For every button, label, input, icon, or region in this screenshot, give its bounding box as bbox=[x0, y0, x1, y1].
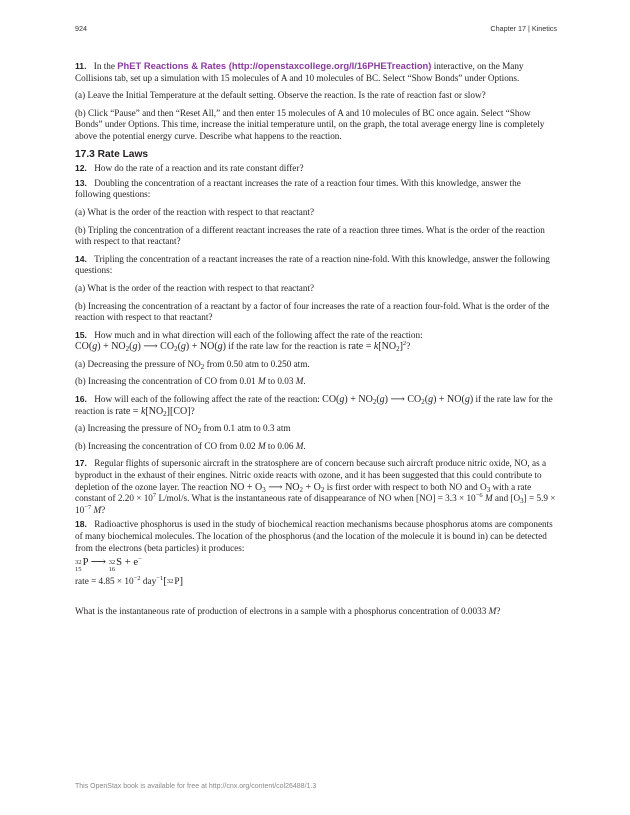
chapter-header: Chapter 17 | Kinetics bbox=[490, 24, 557, 33]
question-13: 13. Doubling the concentration of a reactant increases the rate of a reaction four times. With this knowledge, answer the following questions: bbox=[75, 177, 521, 200]
decay-rate: rate = $4.85 \times 10^{-2}$ day$^{-1}$[32 P] bbox=[75, 575, 183, 588]
question-16b: (b) Increasing the concentration of CO from 0.02 M to 0.06 M. bbox=[75, 440, 306, 451]
question-15: 15. How much and in what direction will each of the following affect the rate of the reaction: $CO(g) + NO_2(g)$ ⟶ $CO_2(g) + NO(g)$ if the rate law for the reaction is rate = $k[NO_2]^2$? bbox=[75, 329, 423, 354]
question-11b: (b) Click “Pause” and then “Reset All,” and then enter 15 molecules of A and 10 molecules of BC once again. Select “Show Bonds” under Options. This time, increase the initial temperature until, on the graph, the total average energy line is completely above the potential energy curve. Describe what happens to the reaction. bbox=[75, 107, 545, 141]
question-18: 18. Radioactive phosphorus is used in the study of biochemical reaction mechanisms because phosphorus atoms are components of many biochemical molecules. The location of the phosphorus (and the location of the molecule it is bound in) can be detected from the electrons (beta particles) it produces: bbox=[75, 519, 553, 553]
footer: This OpenStax book is available for free at http://cnx.org/content/col26488/1.3 bbox=[75, 783, 317, 790]
reaction-equation: $CO(g) + NO_2(g)$ ⟶ $CO_2(g) + NO(g)$ bbox=[75, 341, 226, 354]
question-16: 16. How will each of the following affect the rate of the reaction: $CO(g) + NO_2(g)$ ⟶ $CO_2(g) + NO(g)$ if the rate law for the reaction is rate = $k[NO_2][CO]$? bbox=[75, 394, 553, 418]
reaction-equation: NO + $O_3$ ⟶ $NO_2 + O_2$ bbox=[229, 481, 325, 494]
question-11: 11. In the PhET Reactions & Rates (http://openstaxcollege.org/l/16PHETreaction) interactive, on the Many Collisions tab, set up a simulation with 15 molecules of A and 10 molecules of BC. Select “Show Bonds” under Options. bbox=[75, 60, 524, 83]
question-14a: (a) What is the order of the reaction with respect to that reactant? bbox=[75, 282, 315, 293]
question-15b: (b) Increasing the concentration of CO from 0.01 M to 0.03 M. bbox=[75, 376, 306, 387]
question-12: 12. How do the rate of a reaction and its rate constant differ? bbox=[75, 163, 304, 174]
question-16a: (a) Increasing the pressure of $NO_2$ from 0.1 atm to 0.3 atm bbox=[75, 423, 291, 436]
question-18-prompt: What is the instantaneous rate of production of electrons in a sample with a phosphorus concentration of 0.0033 M? bbox=[75, 606, 501, 617]
question-11a: (a) Leave the Initial Temperature at the default setting. Observe the reaction. Is the rate of reaction fast or slow? bbox=[75, 90, 486, 101]
question-15a: (a) Decreasing the pressure of $NO_2$ from 0.50 atm to 0.250 atm. bbox=[75, 358, 310, 371]
rate-law: rate = $k[NO_2]^2$ bbox=[348, 340, 407, 354]
question-number: 11. bbox=[75, 61, 87, 71]
rate-law: rate = $k[NO_2][CO]$ bbox=[115, 405, 191, 418]
question-17: 17. Regular flights of supersonic aircraft in the stratosphere are of concern because such aircraft produce nitric oxide, NO, as a byproduct in the exhaust of their engines. Nitric oxide reacts with ozone, and it has been suggested that this could contribute to depletion of the ozone layer. The reaction NO + $O_3$ ⟶ $NO_2 + O_2$ is first order with respect to both NO and $O_3$ with a rate constant of $2.20 \times 10^7$ L/mol/s. What is the instantaneous rate of disappearance of NO when $[NO] = 3.3 \times 10^{-6}$ M and $[O_3] = 5.9 \times 10^{-7}$ M? bbox=[75, 458, 556, 515]
page-content bbox=[75, 60, 557, 624]
page-number: 924 bbox=[75, 24, 87, 33]
section-title: 17.3 Rate Laws bbox=[75, 148, 149, 160]
question-13a: (a) What is the order of the reaction with respect to that reactant? bbox=[75, 206, 315, 217]
phet-link[interactable]: PhET Reactions & Rates (http://openstaxcollege.org/l/16PHETreaction) bbox=[117, 60, 432, 71]
question-13b: (b) Tripling the concentration of a different reactant increases the rate of a reaction three times. What is the order of the reaction with respect to that reactant? bbox=[75, 224, 545, 247]
question-14: 14. Tripling the concentration of a reactant increases the rate of a reaction nine-fold. With this knowledge, answer the following questions: bbox=[75, 253, 550, 276]
question-14b: (b) Increasing the concentration of a reactant by a factor of four increases the rate of a reaction four-fold. What is the order of the reaction with respect to that reactant? bbox=[75, 300, 550, 323]
decay-equation: 32 15P ⟶ 32 16S + e− bbox=[75, 556, 142, 574]
reaction-equation: $CO(g) + NO_2(g)$ ⟶ $CO_2(g) + NO(g)$ bbox=[322, 394, 474, 407]
